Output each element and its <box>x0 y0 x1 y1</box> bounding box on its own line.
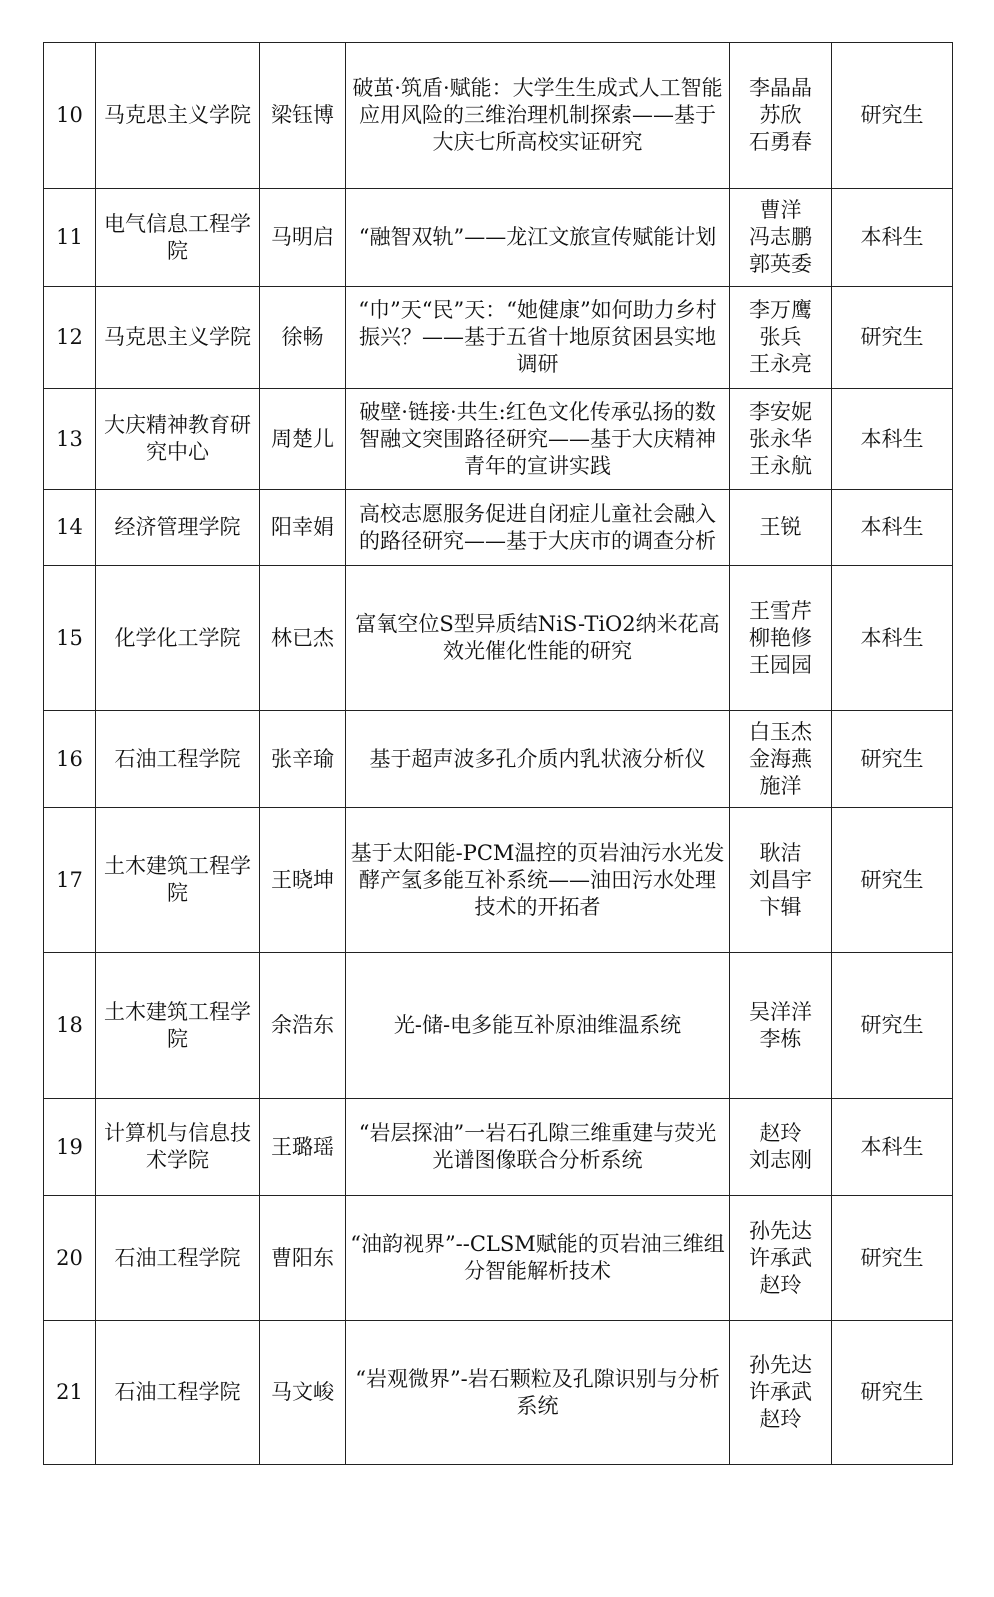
table-row <box>44 953 953 1099</box>
project-title-cell: “巾”天“民”天：“她健康”如何助力乡村振兴？——基于五省十地原贫困县实地调研 <box>346 287 730 389</box>
table-row <box>44 1321 953 1465</box>
advisor-name: 王锐 <box>759 515 802 539</box>
row-number: 12 <box>44 287 96 389</box>
level-cell: 研究生 <box>832 1196 953 1321</box>
department-cell: 马克思主义学院 <box>96 287 260 389</box>
advisor-cell <box>730 953 832 1099</box>
advisor-name: 王永航 <box>749 453 812 478</box>
table-row <box>44 711 953 808</box>
leader-cell: 曹阳东 <box>260 1196 346 1321</box>
award-table <box>43 42 953 1465</box>
level-cell: 本科生 <box>832 389 953 490</box>
advisor-name: 石勇春 <box>749 130 812 154</box>
leader-cell: 马明启 <box>260 189 346 287</box>
advisor-name: 吴洋洋 <box>749 999 812 1024</box>
project-title-cell: 破茧·筑盾·赋能：大学生生成式人工智能应用风险的三维治理机制探索——基于大庆七所高校实证研究 <box>346 43 730 189</box>
leader-cell: 徐畅 <box>260 287 346 389</box>
advisor-name: 刘昌宇 <box>749 867 812 892</box>
table-row <box>44 808 953 953</box>
department-cell: 马克思主义学院 <box>96 43 260 189</box>
table-row <box>44 287 953 389</box>
leader-cell: 马文峻 <box>260 1321 346 1465</box>
advisor-cell <box>730 566 832 711</box>
advisor-name: 张兵 <box>759 325 802 349</box>
table-row <box>44 490 953 566</box>
level-cell: 研究生 <box>832 953 953 1099</box>
advisor-cell <box>730 1196 832 1321</box>
advisor-name: 李晶晶 <box>749 76 812 100</box>
department-cell: 土木建筑工程学院 <box>96 808 260 953</box>
project-title-cell: “岩观微界”-岩石颗粒及孔隙识别与分析系统 <box>346 1321 730 1465</box>
project-title-cell: 基于超声波多孔介质内乳状液分析仪 <box>346 711 730 808</box>
project-title-cell: 高校志愿服务促进自闭症儿童社会融入的路径研究——基于大庆市的调查分析 <box>346 490 730 566</box>
advisor-name: 王园园 <box>749 652 812 677</box>
row-number: 16 <box>44 711 96 808</box>
row-number: 15 <box>44 566 96 711</box>
row-number: 21 <box>44 1321 96 1465</box>
row-number: 17 <box>44 808 96 953</box>
leader-cell: 王璐瑶 <box>260 1099 346 1196</box>
advisor-cell <box>730 189 832 287</box>
advisor-name: 赵玲 <box>759 1407 802 1431</box>
advisor-cell <box>730 490 832 566</box>
advisor-name: 赵玲 <box>759 1272 802 1297</box>
project-title-cell: 富氧空位S型异质结NiS-TiO2纳米花高效光催化性能的研究 <box>346 566 730 711</box>
level-cell: 本科生 <box>832 1099 953 1196</box>
row-number: 10 <box>44 43 96 189</box>
advisor-cell <box>730 808 832 953</box>
department-cell: 经济管理学院 <box>96 490 260 566</box>
level-cell: 本科生 <box>832 490 953 566</box>
advisor-name: 苏欣 <box>759 103 802 127</box>
advisor-name: 王永亮 <box>749 352 812 376</box>
department-cell: 化学化工学院 <box>96 566 260 711</box>
project-title-cell: 基于太阳能-PCM温控的页岩油污水光发酵产氢多能互补系统——油田污水处理技术的开拓者 <box>346 808 730 953</box>
level-cell: 研究生 <box>832 711 953 808</box>
level-cell: 研究生 <box>832 1321 953 1465</box>
leader-cell: 周楚儿 <box>260 389 346 490</box>
department-cell: 大庆精神教育研究中心 <box>96 389 260 490</box>
table-row <box>44 189 953 287</box>
department-cell: 石油工程学院 <box>96 711 260 808</box>
advisor-name: 白玉杰 <box>749 719 812 744</box>
row-number: 14 <box>44 490 96 566</box>
project-title-cell: 破壁·链接·共生:红色文化传承弘扬的数智融文突围路径研究——基于大庆精神青年的宣讲实践 <box>346 389 730 490</box>
advisor-name: 金海燕 <box>749 746 812 771</box>
advisor-name: 孙先达 <box>749 1218 812 1243</box>
advisor-name: 王雪芹 <box>749 598 812 623</box>
advisor-name: 赵玲 <box>759 1121 802 1145</box>
project-title-cell: “融智双轨”——龙江文旅宣传赋能计划 <box>346 189 730 287</box>
advisor-name: 曹洋 <box>759 198 802 222</box>
row-number: 19 <box>44 1099 96 1196</box>
level-cell: 研究生 <box>832 287 953 389</box>
department-cell: 电气信息工程学院 <box>96 189 260 287</box>
row-number: 18 <box>44 953 96 1099</box>
table-row <box>44 566 953 711</box>
table-row <box>44 1099 953 1196</box>
department-cell: 计算机与信息技术学院 <box>96 1099 260 1196</box>
advisor-cell <box>730 389 832 490</box>
advisor-name: 张永华 <box>749 426 812 451</box>
level-cell: 研究生 <box>832 43 953 189</box>
department-cell: 土木建筑工程学院 <box>96 953 260 1099</box>
row-number: 11 <box>44 189 96 287</box>
table-row <box>44 389 953 490</box>
advisor-cell <box>730 43 832 189</box>
advisor-cell <box>730 1099 832 1196</box>
advisor-name: 许承武 <box>749 1245 812 1270</box>
advisor-name: 卞辑 <box>759 894 802 919</box>
project-title-cell: 光-储-电多能互补原油维温系统 <box>346 953 730 1099</box>
advisor-name: 刘志刚 <box>749 1148 812 1172</box>
advisor-name: 孙先达 <box>749 1353 812 1377</box>
advisor-name: 李安妮 <box>749 399 812 424</box>
advisor-name: 李万鹰 <box>749 298 812 322</box>
department-cell: 石油工程学院 <box>96 1196 260 1321</box>
leader-cell: 王晓坤 <box>260 808 346 953</box>
project-title-cell: “岩层探油”一岩石孔隙三维重建与荧光光谱图像联合分析系统 <box>346 1099 730 1196</box>
table-row <box>44 1196 953 1321</box>
table-row <box>44 43 953 189</box>
leader-cell: 阳幸娟 <box>260 490 346 566</box>
advisor-cell <box>730 711 832 808</box>
level-cell: 研究生 <box>832 808 953 953</box>
leader-cell: 余浩东 <box>260 953 346 1099</box>
advisor-name: 柳艳修 <box>749 625 812 650</box>
advisor-name: 耿洁 <box>759 840 802 865</box>
level-cell: 本科生 <box>832 566 953 711</box>
department-cell: 石油工程学院 <box>96 1321 260 1465</box>
row-number: 20 <box>44 1196 96 1321</box>
leader-cell: 张辛瑜 <box>260 711 346 808</box>
advisor-name: 郭英委 <box>749 252 812 276</box>
advisor-name: 施洋 <box>759 773 802 798</box>
advisor-name: 李栋 <box>759 1026 802 1051</box>
leader-cell: 林已杰 <box>260 566 346 711</box>
leader-cell: 梁钰博 <box>260 43 346 189</box>
advisor-cell <box>730 287 832 389</box>
table-body <box>44 43 953 1465</box>
row-number: 13 <box>44 389 96 490</box>
advisor-name: 冯志鹏 <box>749 225 812 249</box>
advisor-name: 许承武 <box>749 1380 812 1404</box>
level-cell: 本科生 <box>832 189 953 287</box>
project-title-cell: “油韵视界”--CLSM赋能的页岩油三维组分智能解析技术 <box>346 1196 730 1321</box>
advisor-cell <box>730 1321 832 1465</box>
